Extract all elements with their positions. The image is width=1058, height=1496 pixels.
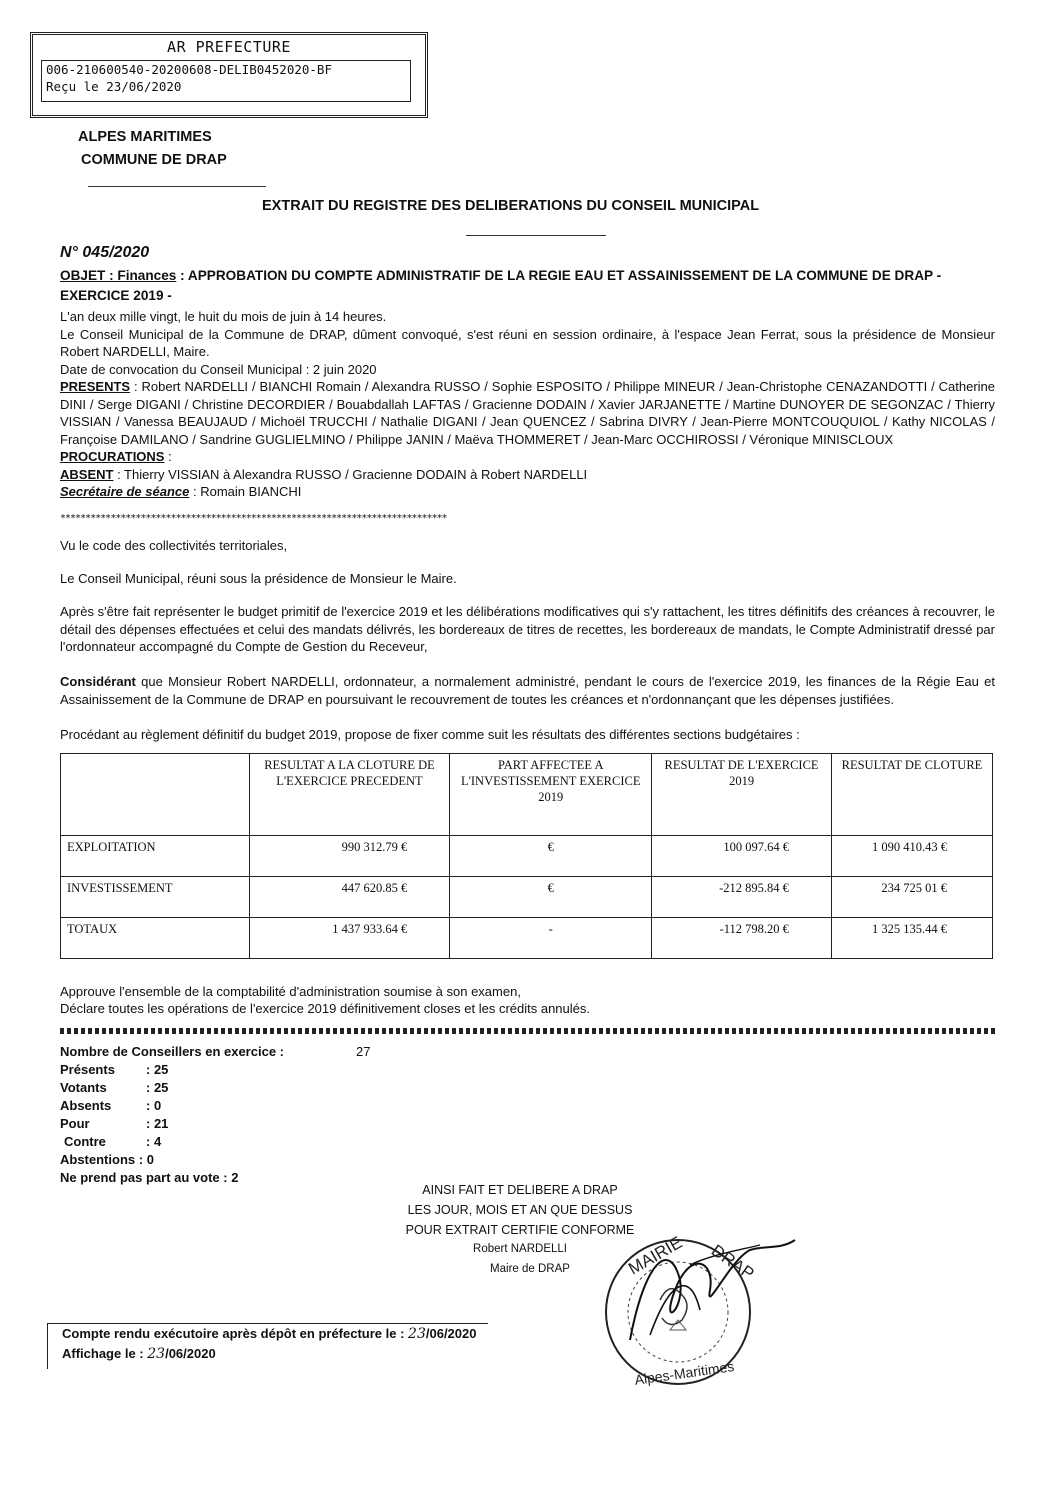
- footer-affichage: [48, 1344, 488, 1364]
- signature-line-2: LES JOUR, MOIS ET AN QUE DESSUS: [407, 1203, 633, 1217]
- footer-affichage-day: 23: [147, 1346, 166, 1362]
- table-header-cell: PART AFFECTEE A L'INVESTISSEMENT EXERCICE 2019: [450, 754, 652, 836]
- convocation-date: Date de convocation du Conseil Municipal : 2 juin 2020: [60, 361, 377, 377]
- procurations-paragraph: [60, 448, 995, 466]
- stamp-title: AR PREFECTURE: [167, 38, 291, 56]
- objet-text: : APPROBATION DU COMPTE ADMINISTRATIF DE LA REGIE EAU ET ASSAINISSEMENT DE LA COMMUNE DE DRAP - EXERCICE 2019 -: [60, 268, 942, 303]
- vote-absents-value: : 0: [146, 1098, 162, 1113]
- table-cell: €: [450, 877, 652, 918]
- ar-prefecture-stamp: [30, 32, 428, 118]
- table-cell: 1 325 135.44 €: [831, 918, 992, 959]
- table-row: [61, 918, 993, 959]
- considerant-paragraph: [60, 673, 995, 708]
- vu-paragraph: Vu le code des collectivités territoriales,: [60, 538, 288, 553]
- table-header-cell: RESULTAT DE L'EXERCICE 2019: [652, 754, 832, 836]
- table-header-cell: [61, 754, 250, 836]
- footer-box: [47, 1323, 488, 1369]
- declare-line: Déclare toutes les opérations de l'exercice 2019 définitivement closes et les crédits annulés.: [60, 1001, 590, 1016]
- table-cell: 447 620.85 €: [249, 877, 450, 918]
- deliberation-number: N° 045/2020: [60, 244, 150, 261]
- absent-list: : Thierry VISSIAN à Alexandra RUSSO / Gracienne DODAIN à Robert NARDELLI: [113, 466, 588, 482]
- considerant-text: que Monsieur Robert NARDELLI, ordonnateur, a normalement administré, pendant le cours de l'exercice 2019, les finances de la Régie Eau et Assainissement de la Commune de DRAP en poursuivant le recouvrement de toutes les créances et n'ordonnançant que les dépenses justifiées.: [60, 674, 995, 707]
- table-header-row: [61, 754, 993, 836]
- objet-line: [60, 266, 995, 306]
- table-row-label: INVESTISSEMENT: [61, 877, 250, 918]
- vote-pour-value: : 21: [146, 1116, 169, 1131]
- vote-presents: [60, 1062, 169, 1077]
- presents-paragraph: [60, 378, 995, 448]
- svg-text:MAIRIE: MAIRIE: [625, 1232, 686, 1279]
- table-cell: 990 312.79 €: [249, 836, 450, 877]
- vote-conseillers-value: 27: [356, 1044, 371, 1059]
- table-row: [61, 836, 993, 877]
- table-cell: 234 725 01 €: [831, 877, 992, 918]
- presents-list: : Robert NARDELLI / BIANCHI Romain / Alexandra RUSSO / Sophie ESPOSITO / Philippe MINEUR / Jean-Christophe CENAZANDOTTI / Catherine DINI / Serge DIGANI / Christine DECORDIER / Bouabdallah LAFTAS / Gracienne DODAIN / Xavier JARJANETTE / Martine DUNOYER DE SEGONZAC / Thierry VISSIAN / Vanessa BEAUJAUD / Michoël TRUCCHI / Nathalie DIGANI / Jean QUENCEZ / Sabrina DIVRY / Jean-Pierre MONTCOUQUIOL / Kathy NICOLAS / Françoise DAMILANO / Sandrine GUGLIELMINO / Philippe JANIN / Maëva THOMMERET / Jean-Marc OCCHIROSSI / Véronique MINISCLOUX: [60, 379, 995, 447]
- vote-absents: [60, 1098, 162, 1113]
- table-header-cell: RESULTAT A LA CLOTURE DE L'EXERCICE PRECEDENT: [249, 754, 450, 836]
- stamp-reference-box: [41, 60, 411, 102]
- absent-paragraph: [60, 466, 995, 484]
- table-cell: €: [450, 836, 652, 877]
- stamp-reference: 006-210600540-20200608-DELIB0452020-BF: [46, 62, 332, 77]
- table-cell: 100 097.64 €: [652, 836, 832, 877]
- table-row: [61, 877, 993, 918]
- date-line: L'an deux mille vingt, le huit du mois de juin à 14 heures.: [60, 309, 387, 324]
- mayor-name: Robert NARDELLI: [473, 1243, 567, 1255]
- footer-executoire-date: /06/2020: [425, 1326, 477, 1341]
- department-name: ALPES MARITIMES: [78, 129, 212, 145]
- table-row-label: TOTAUX: [61, 918, 250, 959]
- table-cell: -112 798.20 €: [652, 918, 832, 959]
- secretaire-paragraph: [60, 483, 995, 501]
- vote-ne-prend-pas-part: [60, 1170, 238, 1185]
- title-divider: [466, 235, 606, 236]
- vote-pour-label: Pour: [60, 1116, 90, 1131]
- vote-neprend-label: Ne prend pas part au vote: [60, 1170, 220, 1185]
- vote-contre-value: : 4: [146, 1134, 162, 1149]
- vote-contre-label: Contre: [64, 1134, 106, 1149]
- absent-label: ABSENT: [60, 466, 114, 482]
- table-cell: 1 437 933.64 €: [249, 918, 450, 959]
- header-divider: [88, 186, 266, 187]
- vote-votants: [60, 1080, 169, 1095]
- separator-stars: *****************************************************************************: [60, 513, 447, 524]
- footer-affichage-label: Affichage le :: [62, 1346, 144, 1361]
- vote-pour: [60, 1116, 169, 1131]
- vote-conseillers-label: Nombre de Conseillers en exercice :: [60, 1044, 284, 1059]
- procedant-paragraph: Procédant au règlement définitif du budget 2019, propose de fixer comme suit les résultats des différentes sections budgétaires :: [60, 727, 800, 742]
- table-cell: -212 895.84 €: [652, 877, 832, 918]
- footer-executoire: [48, 1324, 488, 1344]
- conseil-paragraph: Le Conseil Municipal, réuni sous la présidence de Monsieur le Maire.: [60, 571, 457, 586]
- vote-contre: [64, 1134, 162, 1149]
- vote-votants-label: Votants: [60, 1080, 107, 1095]
- svg-text:DRAP: DRAP: [707, 1240, 758, 1284]
- table-cell: -: [450, 918, 652, 959]
- intro-block: [60, 308, 995, 501]
- signature-line-3: POUR EXTRAIT CERTIFIE CONFORME: [405, 1223, 635, 1237]
- table-header-cell: RESULTAT DE CLOTURE: [831, 754, 992, 836]
- objet-label: OBJET : Finances: [60, 268, 177, 283]
- vote-neprend-value: : 2: [223, 1170, 239, 1185]
- session-text: Le Conseil Municipal de la Commune de DRAP, dûment convoqué, s'est réuni en session ordinaire, à l'espace Jean Ferrat, sous la présidence de Monsieur Robert NARDELLI, Maire.: [60, 326, 995, 359]
- table-cell: 1 090 410.43 €: [831, 836, 992, 877]
- presents-label: PRESENTS: [60, 379, 131, 394]
- approuve-line: Approuve l'ensemble de la comptabilité d'administration soumise à son examen,: [60, 984, 521, 999]
- secretaire-label: Secrétaire de séance: [60, 484, 190, 499]
- footer-executoire-label: Compte rendu exécutoire après dépôt en préfecture le :: [62, 1326, 405, 1341]
- procurations-value: :: [164, 449, 172, 464]
- dotted-separator: [60, 1028, 995, 1034]
- vote-absents-label: Absents: [60, 1098, 112, 1113]
- footer-executoire-day: 23: [408, 1326, 426, 1342]
- vote-votants-value: : 25: [146, 1080, 169, 1095]
- vote-abstentions-value: : 0: [138, 1152, 154, 1167]
- svg-text:Alpes-Maritimes: Alpes-Maritimes: [633, 1358, 736, 1388]
- vote-conseillers: [60, 1044, 371, 1059]
- stamp-received-date: Reçu le 23/06/2020: [46, 79, 182, 94]
- commune-name: COMMUNE DE DRAP: [81, 152, 227, 168]
- vote-abstentions: [60, 1152, 154, 1167]
- signature-line-1: AINSI FAIT ET DELIBERE A DRAP: [422, 1183, 618, 1197]
- footer-affichage-date: /06/2020: [165, 1346, 216, 1361]
- vote-abstentions-label: Abstentions: [60, 1152, 136, 1167]
- results-table: [60, 753, 993, 959]
- apres-paragraph: Après s'être fait représenter le budget primitif de l'exercice 2019 et les délibérations modificatives qui s'y rattachent, les titres définitifs des créances à recouvrer, le détail des dépenses effectuées et celui des mandats délivrés, les bordereaux de titres de recettes, les bordereaux de mandats, le Compte Administratif dressé par l'ordonnateur accompagné du Compte de Gestion du Receveur,: [60, 604, 995, 654]
- mairie-seal-icon: [590, 1220, 810, 1400]
- mayor-title: Maire de DRAP: [490, 1263, 570, 1275]
- vote-presents-label: Présents: [60, 1062, 115, 1077]
- procurations-label: PROCURATIONS: [60, 449, 165, 464]
- document-title: EXTRAIT DU REGISTRE DES DELIBERATIONS DU CONSEIL MUNICIPAL: [262, 198, 760, 214]
- secretaire-name: : Romain BIANCHI: [189, 484, 302, 499]
- vote-presents-value: : 25: [146, 1062, 169, 1077]
- table-row-label: EXPLOITATION: [61, 836, 250, 877]
- considerant-label: Considérant: [60, 674, 136, 689]
